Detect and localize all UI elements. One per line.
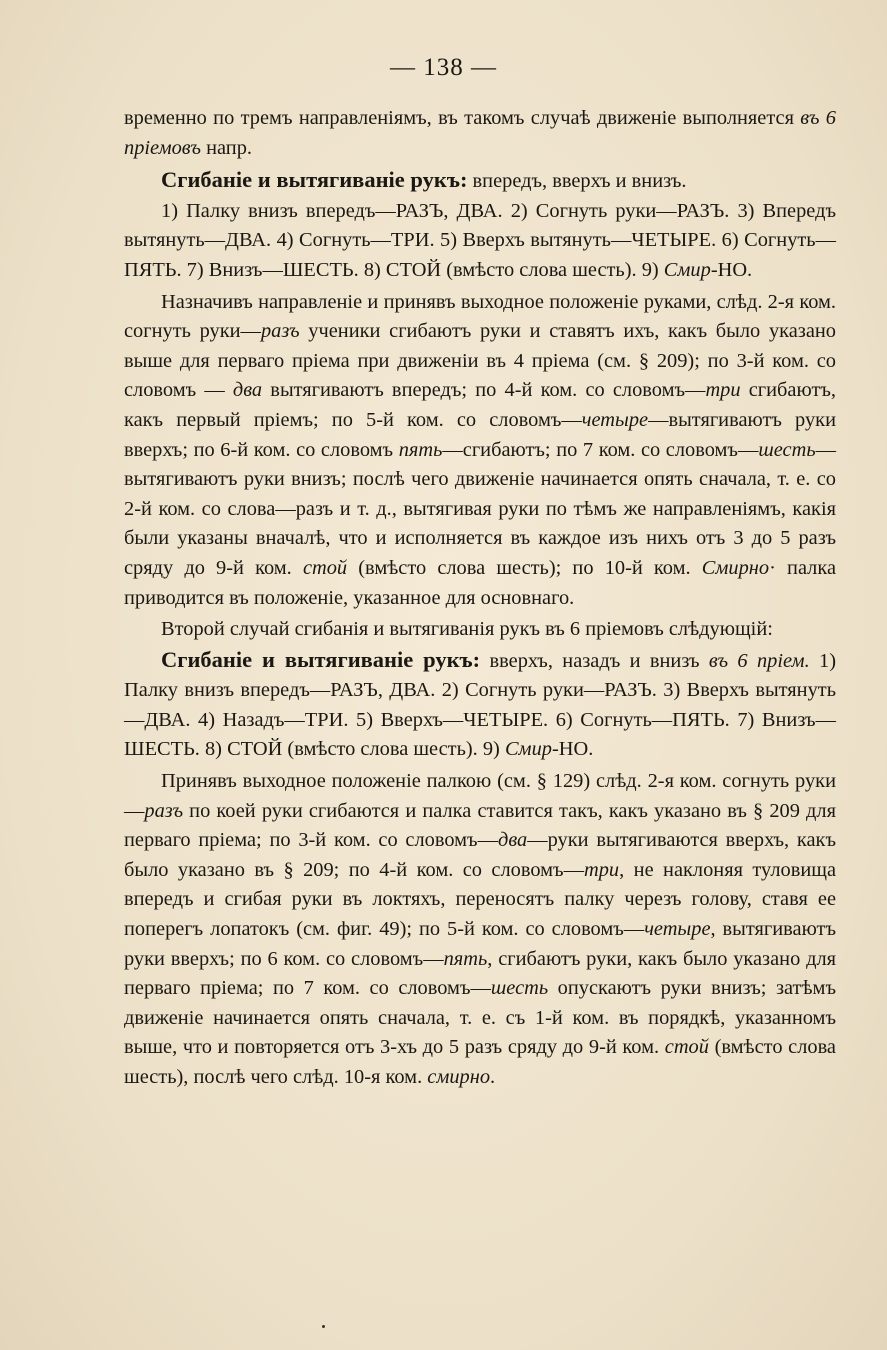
text-run: , вытягиваютъ руки вверхъ; по 6 ком. со словомъ— xyxy=(124,918,836,970)
text-run: —сгибаютъ; по 7 ком. со словомъ— xyxy=(442,438,759,461)
text-run: сгибаютъ, какъ первый пріемъ; по 5-й ком. со словомъ— xyxy=(124,379,837,431)
text-run: —вытягиваютъ руки вверхъ; по 6-й ком. со словомъ xyxy=(124,408,836,461)
italic-run: Смир xyxy=(663,258,711,281)
italic-run: шесть xyxy=(490,977,549,1000)
text-run: 1) Палку внизъ впередъ—РАЗЪ, ДВА. 2) Согнуть руки—РАЗЪ. 3) Вверхъ вытянуть—ДВА. 4) Назадъ—ТРИ. 5) Вверхъ—ЧЕТЫРЕ. 6) Согнуть—ПЯТЬ. 7) Внизъ—ШЕСТЬ. 8) СТОЙ (вмѣсто слова шесть). 9) xyxy=(124,649,836,761)
explanation-paragraph-1 xyxy=(124,288,836,614)
italic-run: стой xyxy=(302,556,348,579)
transition-paragraph: Второй случай сгибанія и вытягиванія рукъ въ 6 пріемовъ слѣдующій: xyxy=(161,618,773,641)
italic-run: стой xyxy=(664,1036,709,1059)
italic-run: пять xyxy=(443,947,488,970)
text-run: —вытягиваютъ руки внизъ; послѣ чего движеніе начинается опять сначала, т. е. со 2-й ком. со слова—разъ и т. д., вытягивая руки по тѣмъ же направленіямъ, какія были указаны вначалѣ, что и исполняется въ каждое изъ нихъ отъ 3 до 5 разъ сряду до 9-й ком. xyxy=(124,438,836,579)
text-run: -НО. xyxy=(710,258,753,281)
text-run: вытягиваютъ впередъ; по 4-й ком. со словомъ— xyxy=(262,379,706,402)
text-run: -НО. xyxy=(551,738,594,761)
text-run: , сгибаютъ руки, какъ было указано для перваго пріема; по 7 ком. со словомъ— xyxy=(124,947,836,1000)
italic-run: три xyxy=(705,379,741,402)
italic-run: два xyxy=(232,379,263,402)
exercise-heading-2 xyxy=(124,645,836,765)
ink-speck xyxy=(322,1325,325,1328)
heading-rest: впередъ, вверхъ и внизъ. xyxy=(467,170,687,193)
italic-run: пять xyxy=(398,438,443,461)
text-run: (вмѣсто слова шесть), послѣ чего слѣд. 10-я ком. xyxy=(124,1036,836,1088)
text-run: Назначивъ направленіе и принявъ выходное положеніе руками, слѣд. 2-я ком. согнуть руки— xyxy=(124,290,836,343)
text-run: по коей руки сгибаются и палка ставится такъ, какъ указано въ § 209 для перваго пріема; по 3-й ком. со словомъ— xyxy=(124,799,836,852)
italic-run: Смирно xyxy=(701,556,770,579)
page-number: — 138 — xyxy=(390,54,497,81)
text-run: ученики сгибаютъ руки и ставятъ ихъ, какъ было указано выше для перваго пріема при движеніи въ 4 пріема (см. § 209); по 3-й ком. со словомъ — xyxy=(124,320,836,402)
italic-run: разъ xyxy=(260,320,300,343)
text-run: временно по тремъ направленіямъ, въ такомъ случаѣ движеніе выполняется xyxy=(124,107,801,129)
exercise-heading-1 xyxy=(124,165,836,197)
italic-run: два xyxy=(498,829,528,852)
italic-run: въ 6 пріем. xyxy=(708,649,810,672)
italic-run: въ 6 пріемовъ xyxy=(124,107,836,159)
paragraph-continuation xyxy=(124,104,836,163)
text-run: , не наклоняя туловища впередъ и сгибая руки въ локтяхъ, переносятъ палку черезъ голову, ставя ее поперегъ лопатокъ (см. фиг. 49); по 5-й ком. со словомъ— xyxy=(124,858,836,941)
heading-bold: Сгибаніе и вытягиваніе рукъ: xyxy=(161,646,481,672)
italic-run: три xyxy=(584,858,620,881)
explanation-paragraph-2 xyxy=(124,767,836,1093)
heading-rest: вверхъ, назадъ и внизъ xyxy=(480,649,709,672)
italic-run: четыре xyxy=(581,408,649,431)
text-run: · палка приводится въ положеніе, указанное для основнаго. xyxy=(124,556,836,609)
italic-run: Смир xyxy=(504,738,552,761)
text-run: 1) Палку внизъ впередъ—РАЗЪ, ДВА. 2) Согнуть руки—РАЗЪ. 3) Впередъ вытянуть—ДВА. 4) Согнуть—ТРИ. 5) Вверхъ вытянуть—ЧЕТЫРЕ. 6) Согнуть—ПЯТЬ. 7) Внизъ—ШЕСТЬ. 8) СТОЙ (вмѣсто слова шесть). 9) xyxy=(124,199,836,281)
italic-run: разъ xyxy=(144,799,184,822)
text-run: напр. xyxy=(200,136,252,159)
italic-run: шесть xyxy=(758,438,816,461)
text-run: опускаютъ руки внизъ; затѣмъ движеніе начинается опять сначала, т. е. съ 1-й ком. въ порядкѣ, указанномъ выше, что и повторяется отъ 3-хъ до 5 разъ сряду до 9-й ком. xyxy=(124,977,836,1059)
body-text xyxy=(124,104,836,1093)
text-run: . xyxy=(490,1066,496,1088)
italic-run: смирно xyxy=(427,1066,491,1088)
text-run: (вмѣсто слова шесть); по 10-й ком. xyxy=(347,556,702,579)
text-run: Принявъ выходное положеніе палкою (см. § 129) слѣд. 2-я ком. согнуть руки— xyxy=(124,770,836,822)
italic-run: четыре xyxy=(644,918,711,941)
text-run: —руки вытягиваются вверхъ, какъ было указано въ § 209; по 4-й ком. со словомъ— xyxy=(124,829,836,881)
commands-paragraph-1 xyxy=(124,197,836,286)
heading-bold: Сгибаніе и вытягиваніе рукъ: xyxy=(161,167,468,193)
